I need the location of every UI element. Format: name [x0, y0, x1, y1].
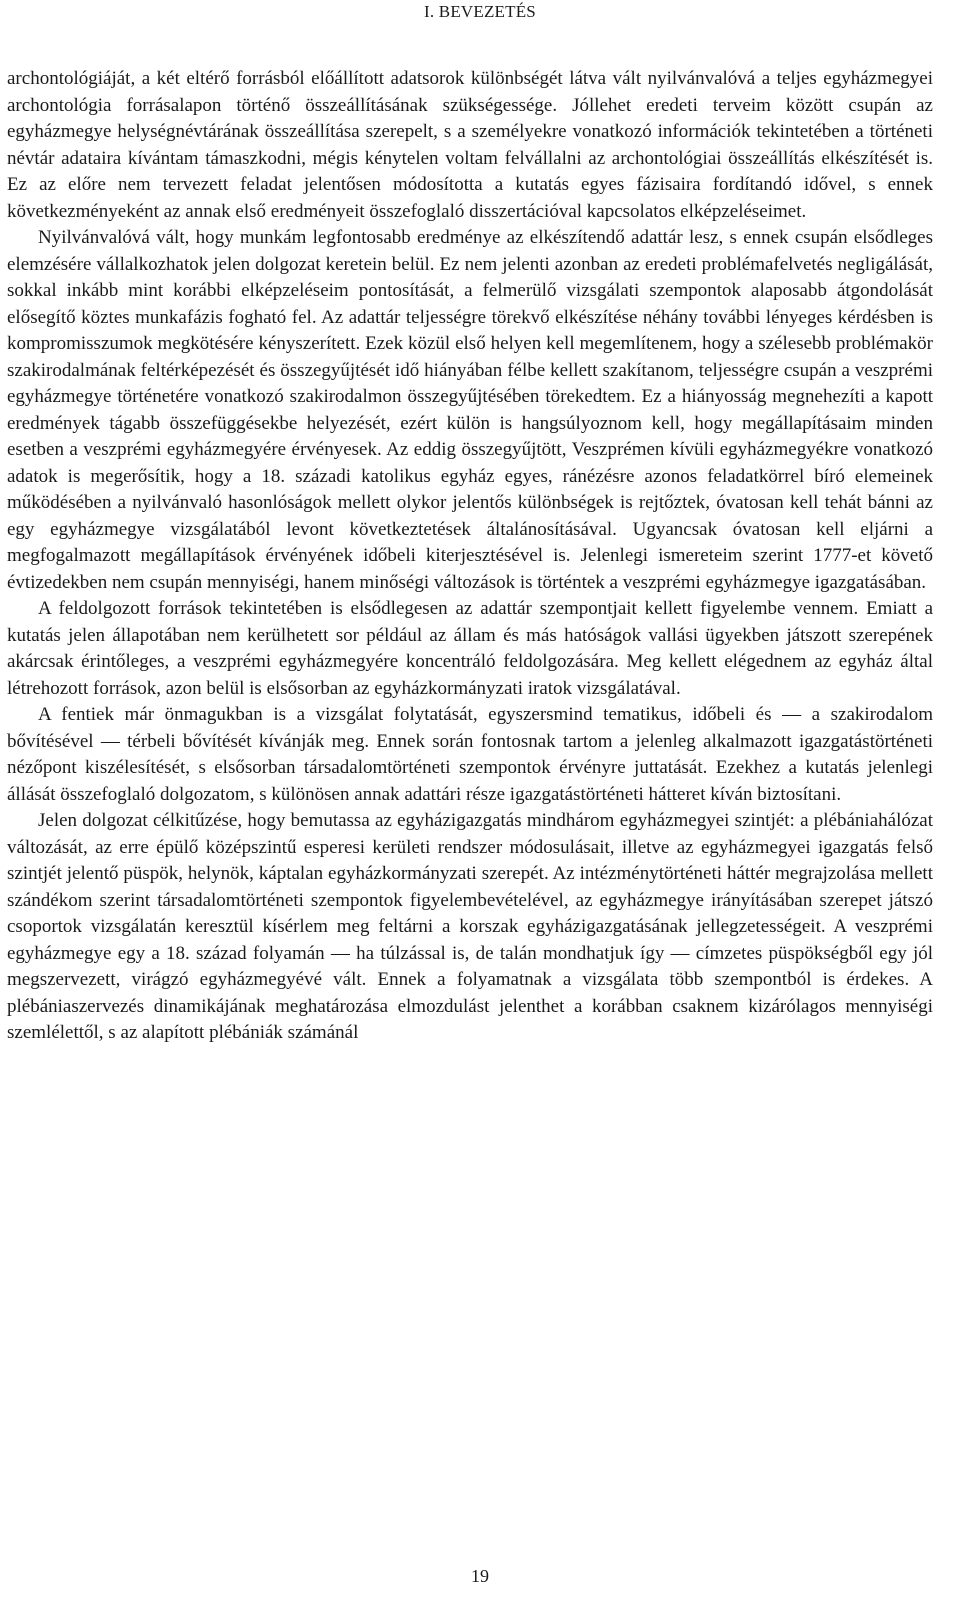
paragraph: A feldolgozott források tekintetében is elsődlegesen az adattár szempontjait kellett figyelembe vennem. Emiatt a kutatás jelen állapotában nem kerülhetett sor például az állam és más hatóságok vallási ügyekben játszott szerepének akárcsak érintőleges, a veszprémi egyházmegyére koncentráló feldolgozására. Meg kellett elégednem az egyház által létrehozott források, azon belül is elsősorban az egyházkormányzati iratok vizsgálatával. [7, 598, 933, 699]
header-prefix: I. B [424, 2, 451, 21]
paragraph: A fentiek már önmagukban is a vizsgálat folytatását, egyszersmind tematikus, időbeli és — a szakirodalom bővítésével — térbeli bővítését kívánják meg. Ennek során fontosnak tartom a jelenleg alkalmazott igazgatástörténeti nézőpont kiszélesítését, s elsősorban társadalomtörténeti szempontok érvényre juttatását. Ezekhez a kutatás jelenlegi állását összefoglaló dolgozatom, s különösen annak adattári része igazgatástörténeti hátteret kíván biztosítani. [7, 704, 933, 805]
page-number: 19 [471, 1566, 489, 1586]
body-text [7, 66, 933, 1047]
paragraph: Jelen dolgozat célkitűzése, hogy bemutassa az egyházigazgatás mindhárom egyházmegyei szintjét: a plébániahálózat változását, az erre épülő középszintű esperesi kerületi rendszer módosulásait, illetve az egyházmegyei igazgatás felső szintjét jelentő püspök, helynök, káptalan egyházkormányzati szerepét. Az intézménytörténeti háttér megrajzolása mellett szándékom szerint társadalomtörténeti szempontok figyelembevételével, az egyházmegye irányításában szerepet játszó csoportok vizsgálatán keresztül kísérlem meg feltárni a korszak egyházigazgatásának jellegzetességeit. A veszprémi egyházmegye egy a 18. század folyamán — ha túlzással is, de talán mondhatjuk így — címzetes püspökségből egy jól megszervezett, virágzó egyházmegyévé vált. Ennek a folyamatnak a vizsgálata több szempontból is érdekes. A plébániaszervezés dinamikájának meghatározása elmozdulást jelenthet a korábban csaknem kizárólagos mennyiségi szemlélettől, s az alapított plébániák számánál [7, 810, 933, 1043]
paragraph: Nyilvánvalóvá vált, hogy munkám legfontosabb eredménye az elkészítendő adattár lesz, s ennek csupán elsődleges elemzésére vállalkozhatok jelen dolgozat keretein belül. Ez nem jelenti azonban az eredeti problémafelvetés negligálását, sokkal inkább mint korábbi elképzeléseim pontosítását, a felmerülő vizsgálati szempontok alaposabb átgondolását elősegítő köztes munkafázis fogható fel. Az adattár teljességre törekvő elkészítése néhány további lényeges kérdésben is kompromisszumok megkötésére kényszerített. Ezek közül első helyen kell megemlítenem, hogy a szélesebb problémakör szakirodalmának feltérképezését és összegyűjtését idő hiányában félbe kellett szakítanom, teljességre csupán a veszprémi egyházmegye történetére vonatkozó szakirodalmon összegyűjtésében törekedtem. Ez a hiányosság megnehezíti a kapott eredmények tágabb összefüggésekbe helyezését, ezért külön is hangsúlyoznom kell, hogy megállapításaim minden esetben a veszprémi egyházmegyére érvényesek. Az eddig összegyűjtött, Veszprémen kívüli egyházmegyékre vonatkozó adatok is megerősítik, hogy a 18. századi katolikus egyház egyes, ránézésre azonos feladatkörrel bíró elemeinek működésében a nyilvánvaló hasonlóságok mellett olykor jelentős különbségek is rejtőztek, óvatosan kell tehát bánni az egy egyházmegye vizsgálatából levont következtetések általánosításával. Ugyancsak óvatosan kell eljárni a megfogalmazott megállapítások érvényének időbeli kiterjesztésével is. Jelenlegi ismereteim szerint 1777-et követő évtizedekben nem csupán mennyiségi, hanem minőségi változások is történtek a veszprémi egyházmegye igazgatásában. [7, 227, 933, 593]
header-small-caps: EVEZETÉS [450, 2, 536, 21]
paragraph-continued: archontológiáját, a két eltérő forrásból előállított adatsorok különbségét látva vált nyilvánvalóvá a teljes egyházmegyei archontológia forrásalapon történő összeállításának szükségessége. Jóllehet eredeti terveim között csupán az egyházmegye helységnévtárának összeállítása szerepelt, s a személyekre vonatkozó információk tekintetében a történeti névtár adataira kívántam támaszkodni, mégis kénytelen voltam felvállalni az archontológiai összeállítás elkészítését is. Ez az előre nem tervezett feladat jelentősen módosította a kutatás egyes fázisaira fordítandó idővel, s ennek következményeként az annak első eredményeit összefoglaló disszertációval kapcsolatos elképzeléseimet. [7, 68, 933, 222]
running-header [0, 2, 960, 22]
